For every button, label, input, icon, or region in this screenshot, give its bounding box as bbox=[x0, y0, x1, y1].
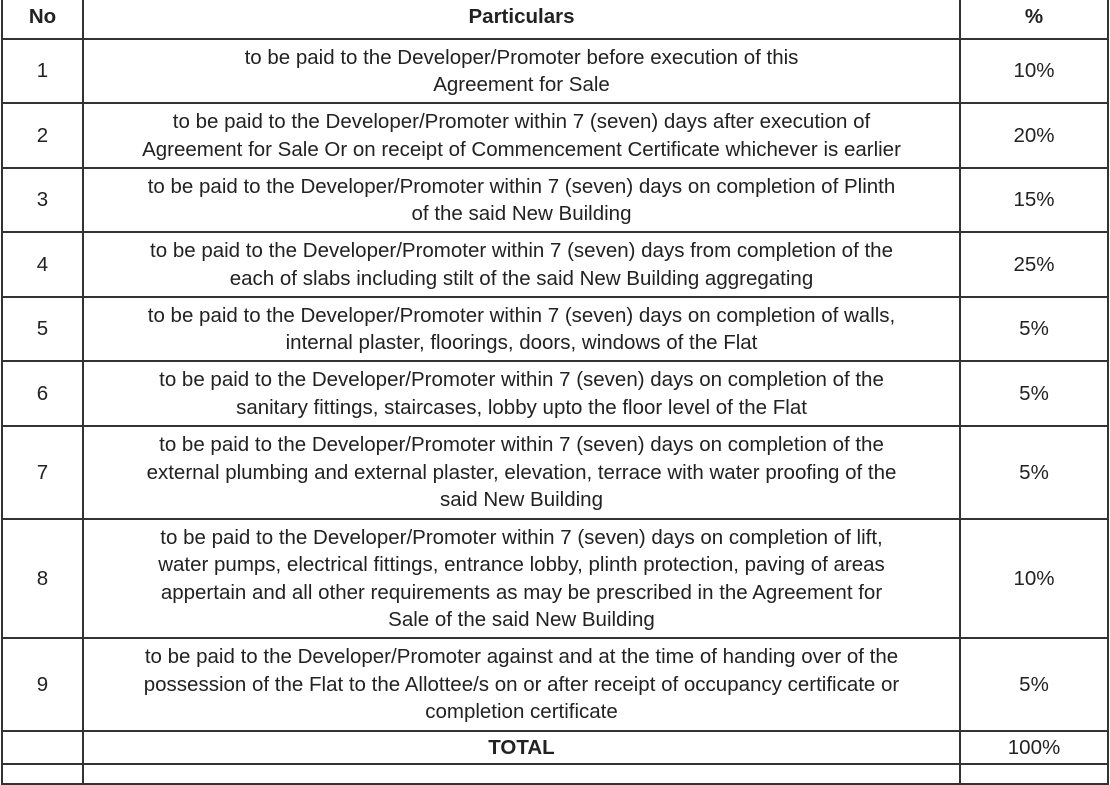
particulars-line: of the said New Building bbox=[411, 202, 632, 225]
table-row bbox=[2, 426, 1108, 519]
row-percent: 10% bbox=[960, 519, 1108, 638]
header-percent: % bbox=[960, 0, 1108, 39]
row-number: 9 bbox=[2, 638, 83, 731]
trailing-row bbox=[2, 764, 1108, 784]
particulars-line: said New Building bbox=[440, 488, 603, 512]
total-label: TOTAL bbox=[83, 731, 960, 764]
row-particulars bbox=[83, 103, 960, 168]
particulars-line: to be paid to the Developer/Promoter within 7 (seven) days after execution of bbox=[172, 110, 871, 133]
particulars-line: water pumps, electrical fittings, entrance lobby, plinth protection, paving of areas bbox=[158, 553, 885, 576]
row-number: 4 bbox=[2, 232, 83, 297]
total-percent: 100% bbox=[960, 731, 1108, 764]
row-number: 3 bbox=[2, 168, 83, 232]
empty-cell bbox=[960, 764, 1108, 784]
particulars-line: completion certificate bbox=[425, 700, 618, 724]
row-number: 2 bbox=[2, 103, 83, 168]
row-number: 6 bbox=[2, 361, 83, 426]
particulars-line: to be paid to the Developer/Promoter against and at the time of handing over of the bbox=[144, 645, 899, 669]
row-particulars bbox=[83, 638, 960, 731]
row-percent: 25% bbox=[960, 232, 1108, 297]
row-particulars bbox=[83, 168, 960, 232]
particulars-line: to be paid to the Developer/Promoter within 7 (seven) days on completion of Plinth bbox=[147, 174, 896, 198]
particulars-line: to be paid to the Developer/Promoter within 7 (seven) days on completion of lift, bbox=[160, 525, 883, 549]
particulars-line: external plumbing and external plaster, elevation, terrace with water proofing of the bbox=[146, 460, 897, 484]
header-particulars: Particulars bbox=[83, 0, 960, 39]
particulars-line: to be paid to the Developer/Promoter within 7 (seven) days on completion of walls, bbox=[147, 303, 896, 327]
particulars-line: possession of the Flat to the Allottee/s on or after receipt of occupancy certificate or bbox=[143, 672, 900, 696]
particulars-line: Agreement for Sale bbox=[433, 73, 610, 96]
row-particulars bbox=[83, 297, 960, 361]
header-row bbox=[2, 0, 1108, 39]
row-percent: 5% bbox=[960, 638, 1108, 731]
table-row bbox=[2, 168, 1108, 232]
row-percent: 5% bbox=[960, 426, 1108, 519]
row-percent: 10% bbox=[960, 39, 1108, 103]
particulars-line: Sale of the said New Building bbox=[388, 608, 655, 631]
total-row bbox=[2, 731, 1108, 764]
row-percent: 5% bbox=[960, 297, 1108, 361]
row-particulars bbox=[83, 361, 960, 426]
table-row bbox=[2, 638, 1108, 731]
row-particulars bbox=[83, 519, 960, 638]
particulars-line: to be paid to the Developer/Promoter within 7 (seven) days on completion of the bbox=[159, 368, 884, 391]
row-number: 1 bbox=[2, 39, 83, 103]
particulars-line: to be paid to the Developer/Promoter within 7 (seven) days from completion of the bbox=[150, 239, 893, 262]
row-particulars bbox=[83, 232, 960, 297]
row-number: 7 bbox=[2, 426, 83, 519]
particulars-line: to be paid to the Developer/Promoter within 7 (seven) days on completion of the bbox=[159, 433, 884, 457]
particulars-line: Agreement for Sale Or on receipt of Commencement Certificate whichever is earlier bbox=[142, 137, 901, 161]
row-number: 8 bbox=[2, 519, 83, 638]
row-percent: 20% bbox=[960, 103, 1108, 168]
particulars-line: internal plaster, floorings, doors, windows of the Flat bbox=[285, 331, 758, 354]
table-row bbox=[2, 519, 1108, 638]
table-row bbox=[2, 232, 1108, 297]
table-row bbox=[2, 297, 1108, 361]
empty-cell bbox=[2, 764, 83, 784]
row-percent: 5% bbox=[960, 361, 1108, 426]
header-no: No bbox=[2, 0, 83, 39]
particulars-line: each of slabs including stilt of the said New Building aggregating bbox=[229, 266, 814, 290]
payment-schedule-table bbox=[1, 0, 1109, 785]
table-row bbox=[2, 39, 1108, 103]
particulars-line: to be paid to the Developer/Promoter before execution of this bbox=[244, 45, 799, 69]
row-particulars bbox=[83, 426, 960, 519]
particulars-line: appertain and all other requirements as may be prescribed in the Agreement for bbox=[160, 580, 883, 604]
table-row bbox=[2, 361, 1108, 426]
row-percent: 15% bbox=[960, 168, 1108, 232]
particulars-line: sanitary fittings, staircases, lobby upto the floor level of the Flat bbox=[236, 395, 807, 419]
total-number-cell bbox=[2, 731, 83, 764]
row-particulars bbox=[83, 39, 960, 103]
row-number: 5 bbox=[2, 297, 83, 361]
table-row bbox=[2, 103, 1108, 168]
empty-cell bbox=[83, 764, 960, 784]
